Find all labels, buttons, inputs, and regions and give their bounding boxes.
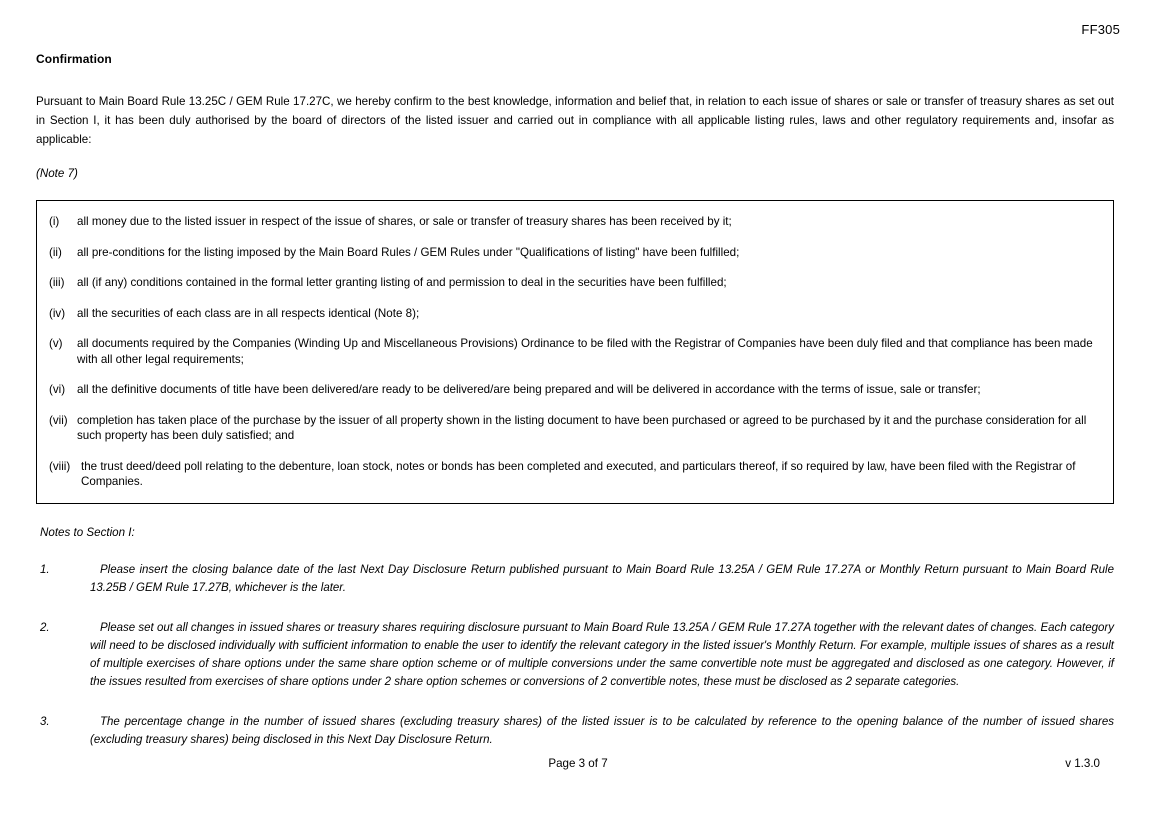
note-text: The percentage change in the number of issued shares (excluding treasury shares) of the listed issuer is to be calculated by reference to the opening balance of the number of issued shares (excluding treasury shares) being disclosed in this Next Day Disclosure Return. [90,715,1114,746]
list-item-text: all money due to the listed issuer in respect of the issue of shares, or sale or transfer of treasury shares has been received by it; [77,215,732,228]
list-item-marker: (viii) [49,459,71,473]
list-item-marker: (iv) [49,306,66,320]
list-item-text: all documents required by the Companies (Winding Up and Miscellaneous Provisions) Ordinance to be filed with the Registrar of Companies have been duly filed and that compliance has been made with all other legal requirements; [77,337,1093,366]
note-item [36,713,1114,749]
page-number: Page 3 of 7 [548,757,608,770]
note-number: 3. [40,715,50,728]
note-number: 1. [40,563,50,576]
page-footer [36,757,1120,773]
list-item-text: all (if any) conditions contained in the formal letter granting listing of and permission to deal in the securities have been fulfilled; [77,276,727,289]
section-heading: Confirmation [36,52,112,66]
list-item [47,306,1101,322]
list-item [47,275,1101,291]
list-item-marker: (i) [49,215,60,228]
list-item-text: all the definitive documents of title have been delivered/are ready to be delivered/are being prepared and will be delivered in accordance with the terms of issue, sale or transfer; [77,383,981,396]
note-item [36,619,1114,691]
note-reference: (Note 7) [36,167,78,180]
list-item-text: completion has taken place of the purchase by the issuer of all property shown in the listing document to have been purchased or agreed to be purchased by it and the purchase consideration for all such property has been duly satisfied; and [77,413,1087,442]
list-item-text: the trust deed/deed poll relating to the debenture, loan stock, notes or bonds has been completed and executed, and particulars thereof, if so required by law, have been filed with the Registrar of Companies. [81,459,1076,488]
form-code: FF305 [1081,22,1120,37]
list-item [47,214,1101,230]
confirmation-list-box [36,200,1114,504]
list-item-text: all the securities of each class are in all respects identical (Note 8); [77,306,420,320]
list-item [47,459,1101,490]
note-text: Please insert the closing balance date of the last Next Day Disclosure Return published pursuant to Main Board Rule 13.25A / GEM Rule 17.27A or Monthly Return pursuant to Main Board Rule 13.25B / GEM Rule 17.27B, whichever is the later. [90,563,1114,594]
document-content [36,52,1114,749]
note-number: 2. [40,621,50,634]
list-item [47,245,1101,261]
list-item [47,413,1101,444]
version-label: v 1.3.0 [1065,757,1100,770]
list-item-marker: (v) [49,337,63,350]
notes-title: Notes to Section I: [40,525,135,539]
note-text: Please set out all changes in issued shares or treasury shares requiring disclosure pursuant to Main Board Rule 13.25A / GEM Rule 17.27A together with the relevant dates of changes. Each category will need to be disclosed individually with sufficient information to enable the user to identify the relevant category in the listed issuer's Monthly Return. For example, multiple issues of shares as a result of multiple exercises of share options under the same share option scheme or of multiple conversions under the same convertible note must be aggregated and disclosed as one category. However, if the issues resulted from exercises of share options under 2 share option schemes or conversions of 2 convertible notes, these must be disclosed as 2 separate categories. [90,621,1114,688]
list-item [47,336,1101,367]
note-item [36,561,1114,597]
confirmation-paragraph: Pursuant to Main Board Rule 13.25C / GEM Rule 17.27C, we hereby confirm to the best knowledge, information and belief that, in relation to each issue of shares or sale or transfer of treasury shares as set out in Section I, it has been duly authorised by the board of directors of the listed issuer and carried out in compliance with all applicable listing rules, laws and other regulatory requirements and, insofar as applicable: [36,95,1114,146]
list-item-marker: (ii) [49,245,62,259]
list-item [47,382,1101,398]
list-item-text: all pre-conditions for the listing imposed by the Main Board Rules / GEM Rules under "Qualifications of listing" have been fulfilled; [77,245,740,259]
list-item-marker: (iii) [49,276,65,289]
list-item-marker: (vii) [49,413,68,427]
list-item-marker: (vi) [49,383,66,396]
